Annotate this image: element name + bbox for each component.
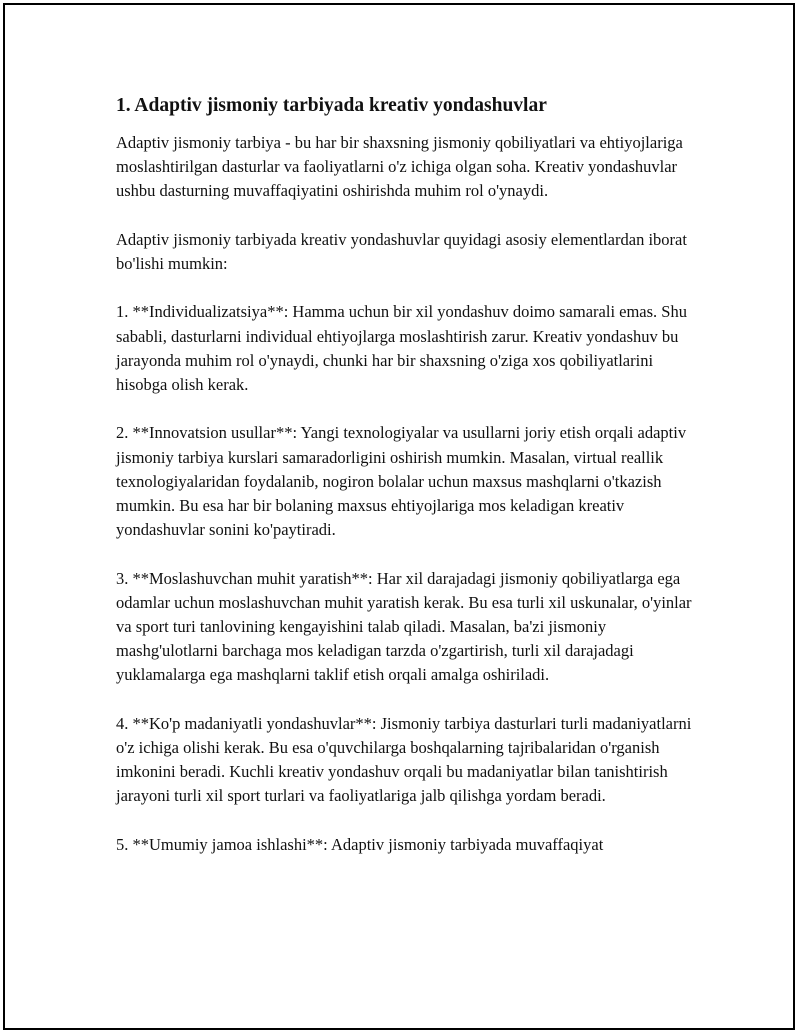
paragraph-item-5: 5. **Umumiy jamoa ishlashi**: Adaptiv jismoniy tarbiyada muvaffaqiyat bbox=[116, 834, 604, 854]
paragraph-intro: Adaptiv jismoniy tarbiya - bu har bir shaxsning jismoniy qobiliyatlari va ehtiyojlariga moslashtirilgan dasturlar va faoliyatlarni o'z ichiga olgan soha. Kreativ yondashuvlar ushbu dasturning muvaffaqiyatini oshirishda muhim rol o'ynaydi. bbox=[116, 133, 683, 201]
document-body bbox=[116, 93, 696, 881]
paragraph-item-4: 4. **Ko'p madaniyatli yondashuvlar**: Jismoniy tarbiya dasturlari turli madaniyatlarni o'z ichiga olishi kerak. Bu esa o'quvchilarga boshqalarning tajribalaridan o'rganish imkonini beradi. Kuchli kreativ yondashuv orqali bu madaniyatlar bilan tanishtirish jarayoni turli xil sport turlari va faoliyatlariga jalb qilishga yordam beradi. bbox=[116, 713, 692, 806]
paragraph-item-1: 1. **Individualizatsiya**: Hamma uchun bir xil yondashuv doimo samarali emas. Shu sababli, dasturlarni individual ehtiyojlarga moslashtirish zarur. Kreativ yondashuv bu jarayonda muhim rol o'ynaydi, chunki har bir shaxsning o'ziga xos qobiliyatlarini hisobga olish kerak. bbox=[116, 302, 687, 394]
section-heading: 1. Adaptiv jismoniy tarbiyada kreativ yondashuvlar bbox=[116, 95, 547, 116]
paragraph-item-2: 2. **Innovatsion usullar**: Yangi texnologiyalar va usullarni joriy etish orqali adaptiv jismoniy tarbiya kurslari samaradorligini oshirish mumkin. Masalan, virtual reallik texnologiyalaridan foydalanib, nogiron bolalar uchun maxsus mashqlarni o'tkazish mumkin. Bu esa har bir bolaning maxsus ehtiyojlariga mos keladigan kreativ yondashuvlar sonini ko'paytiradi. bbox=[116, 423, 687, 540]
paragraph-elements-intro: Adaptiv jismoniy tarbiyada kreativ yondashuvlar quyidagi asosiy elementlardan iborat bo'lishi mumkin: bbox=[116, 229, 687, 273]
paragraph-item-3: 3. **Moslashuvchan muhit yaratish**: Har xil darajadagi jismoniy qobiliyatlarga ega odamlar uchun moslashuvchan muhit yaratish kerak. Bu esa turli xil uskunalar, o'yinlar va sport turi tanlovining kengayishini talab qiladi. Masalan, ba'zi jismoniy mashg'ulotlarni barchaga mos keladigan tarzda o'zgartirish, turli xil darajadagi yuklamalarga ega mashqlarni taklif etish orqali amalga oshiriladi. bbox=[116, 568, 692, 685]
